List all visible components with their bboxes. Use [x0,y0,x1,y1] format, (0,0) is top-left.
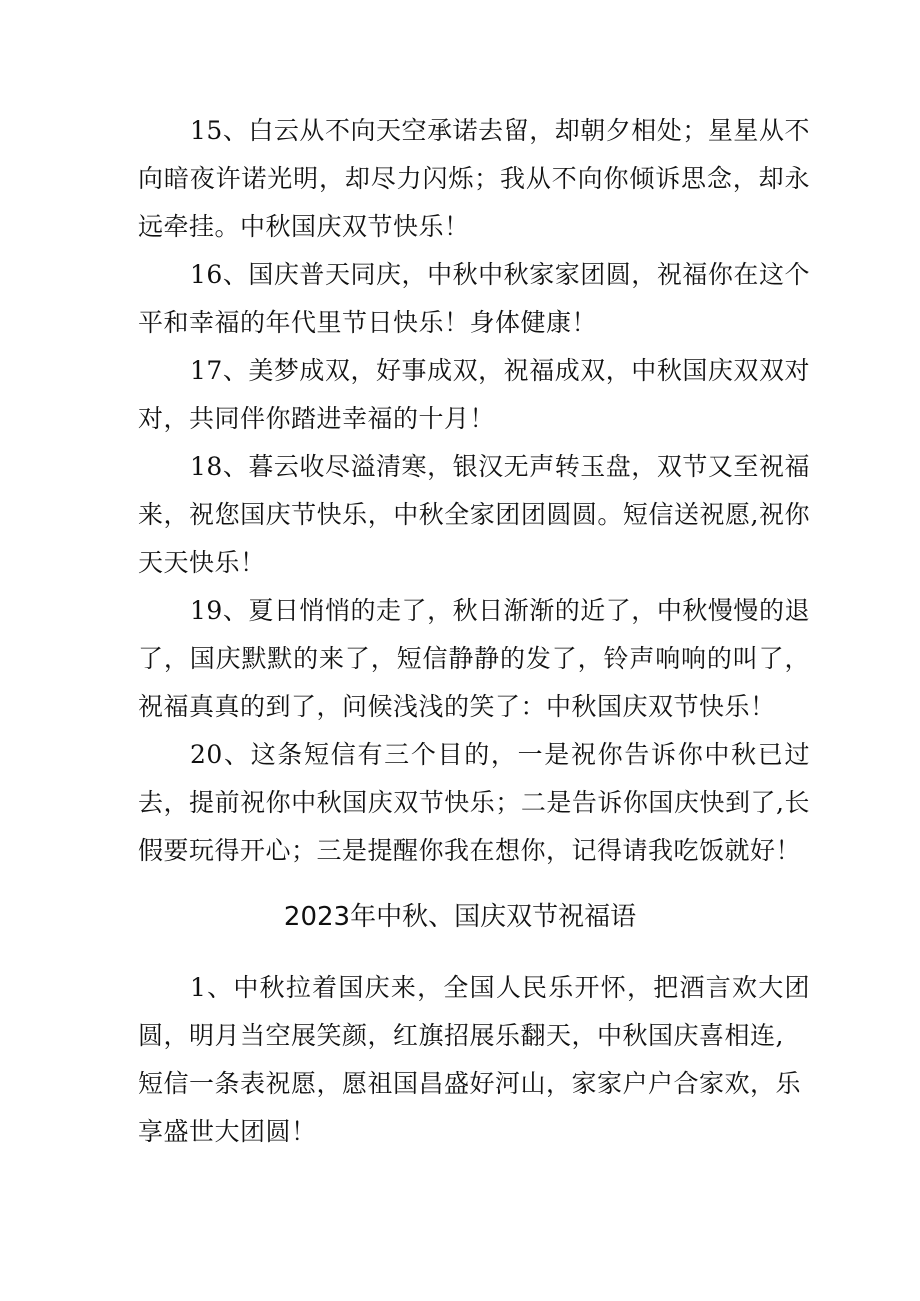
wish-18: 18、暮云收尽溢清寒，银汉无声转玉盘，双节又至祝福来，祝您国庆节快乐，中秋全家团团圆圆。短信送祝愿,祝你天天快乐！ [138,452,810,577]
section-heading: 2023年中秋、国庆双节祝福语 [283,902,637,932]
wish-16: 16、国庆普天同庆，中秋中秋家家团圆，祝福你在这个平和幸福的年代里节日快乐！身体健康！ [138,260,810,337]
wish-1-part1: 1、中秋拉着国庆来，全国人民乐开怀，把酒言欢大团圆，明月当空展笑颜，红旗招展乐翻天，中秋国庆喜相连, [138,973,810,1050]
wishes-list-bottom [138,964,810,1156]
wish-17: 17、美梦成双，好事成双，祝福成双，中秋国庆双双对对，共同伴你踏进幸福的十月！ [138,356,810,433]
wish-15: 15、白云从不向天空承诺去留，却朝夕相处；星星从不向暗夜许诺光明，却尽力闪烁；我从不向你倾诉思念，却永远牵挂。中秋国庆双节快乐！ [138,116,810,241]
wish-19: 19、夏日悄悄的走了，秋日渐渐的近了，中秋慢慢的退了，国庆默默的来了，短信静静的发了，铃声响响的叫了，祝福真真的到了，问候浅浅的笑了：中秋国庆双节快乐！ [138,596,810,721]
wishes-list-top [138,107,810,875]
wish-20: 20、这条短信有三个目的，一是祝你告诉你中秋已过去，提前祝你中秋国庆双节快乐；二是告诉你国庆快到了,长假要玩得开心；三是提醒你我在想你，记得请我吃饭就好！ [138,740,810,865]
wish-1-part2: 短信一条表祝愿，愿祖国昌盛好河山，家家户户合家欢，乐享盛世大团圆！ [138,1069,802,1146]
